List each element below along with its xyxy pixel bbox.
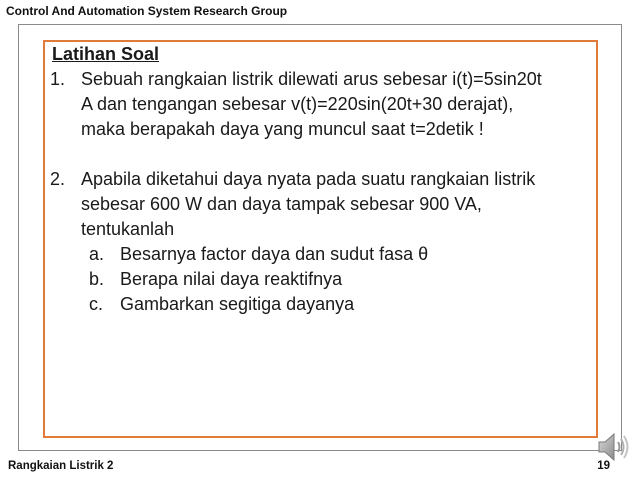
subitem-text: Berapa nilai daya reaktifnya	[120, 269, 343, 289]
question-line: tentukanlah	[81, 219, 175, 239]
header-title: Control And Automation System Research Group	[6, 4, 288, 18]
subitem-letter: a.	[89, 244, 105, 264]
question-line: A dan tengangan sebesar v(t)=220sin(20t+30 derajat),	[81, 94, 514, 114]
question-text	[81, 67, 595, 142]
slide-content	[50, 42, 595, 317]
subitem-letter: c.	[89, 294, 104, 314]
question-line: maka berapakah daya yang muncul saat t=2detik !	[81, 119, 484, 139]
subitem-text: Gambarkan segitiga dayanya	[120, 294, 355, 314]
footer-course-title: Rangkaian Listrik 2	[8, 460, 114, 472]
subitem-c	[50, 292, 595, 317]
question-1	[50, 67, 595, 142]
question-number: 2.	[50, 169, 66, 189]
question-text	[81, 167, 595, 242]
speaker-icon[interactable]	[596, 430, 632, 464]
subitem-letter: b.	[89, 269, 105, 289]
question-2	[50, 167, 595, 242]
subitem-b	[50, 267, 595, 292]
subitem-text: Besarnya factor daya dan sudut fasa θ	[120, 244, 429, 264]
spacer	[50, 142, 595, 167]
page-number: 19	[597, 460, 610, 472]
question-line: Apabila diketahui daya nyata pada suatu rangkaian listrik	[81, 169, 536, 189]
slide-heading: Latihan Soal	[52, 44, 160, 64]
question-number: 1.	[50, 69, 66, 89]
subitem-a	[50, 242, 595, 267]
question-line: sebesar 600 W dan daya tampak sebesar 900 VA,	[81, 194, 482, 214]
question-line: Sebuah rangkaian listrik dilewati arus sebesar i(t)=5sin20t	[81, 69, 542, 89]
